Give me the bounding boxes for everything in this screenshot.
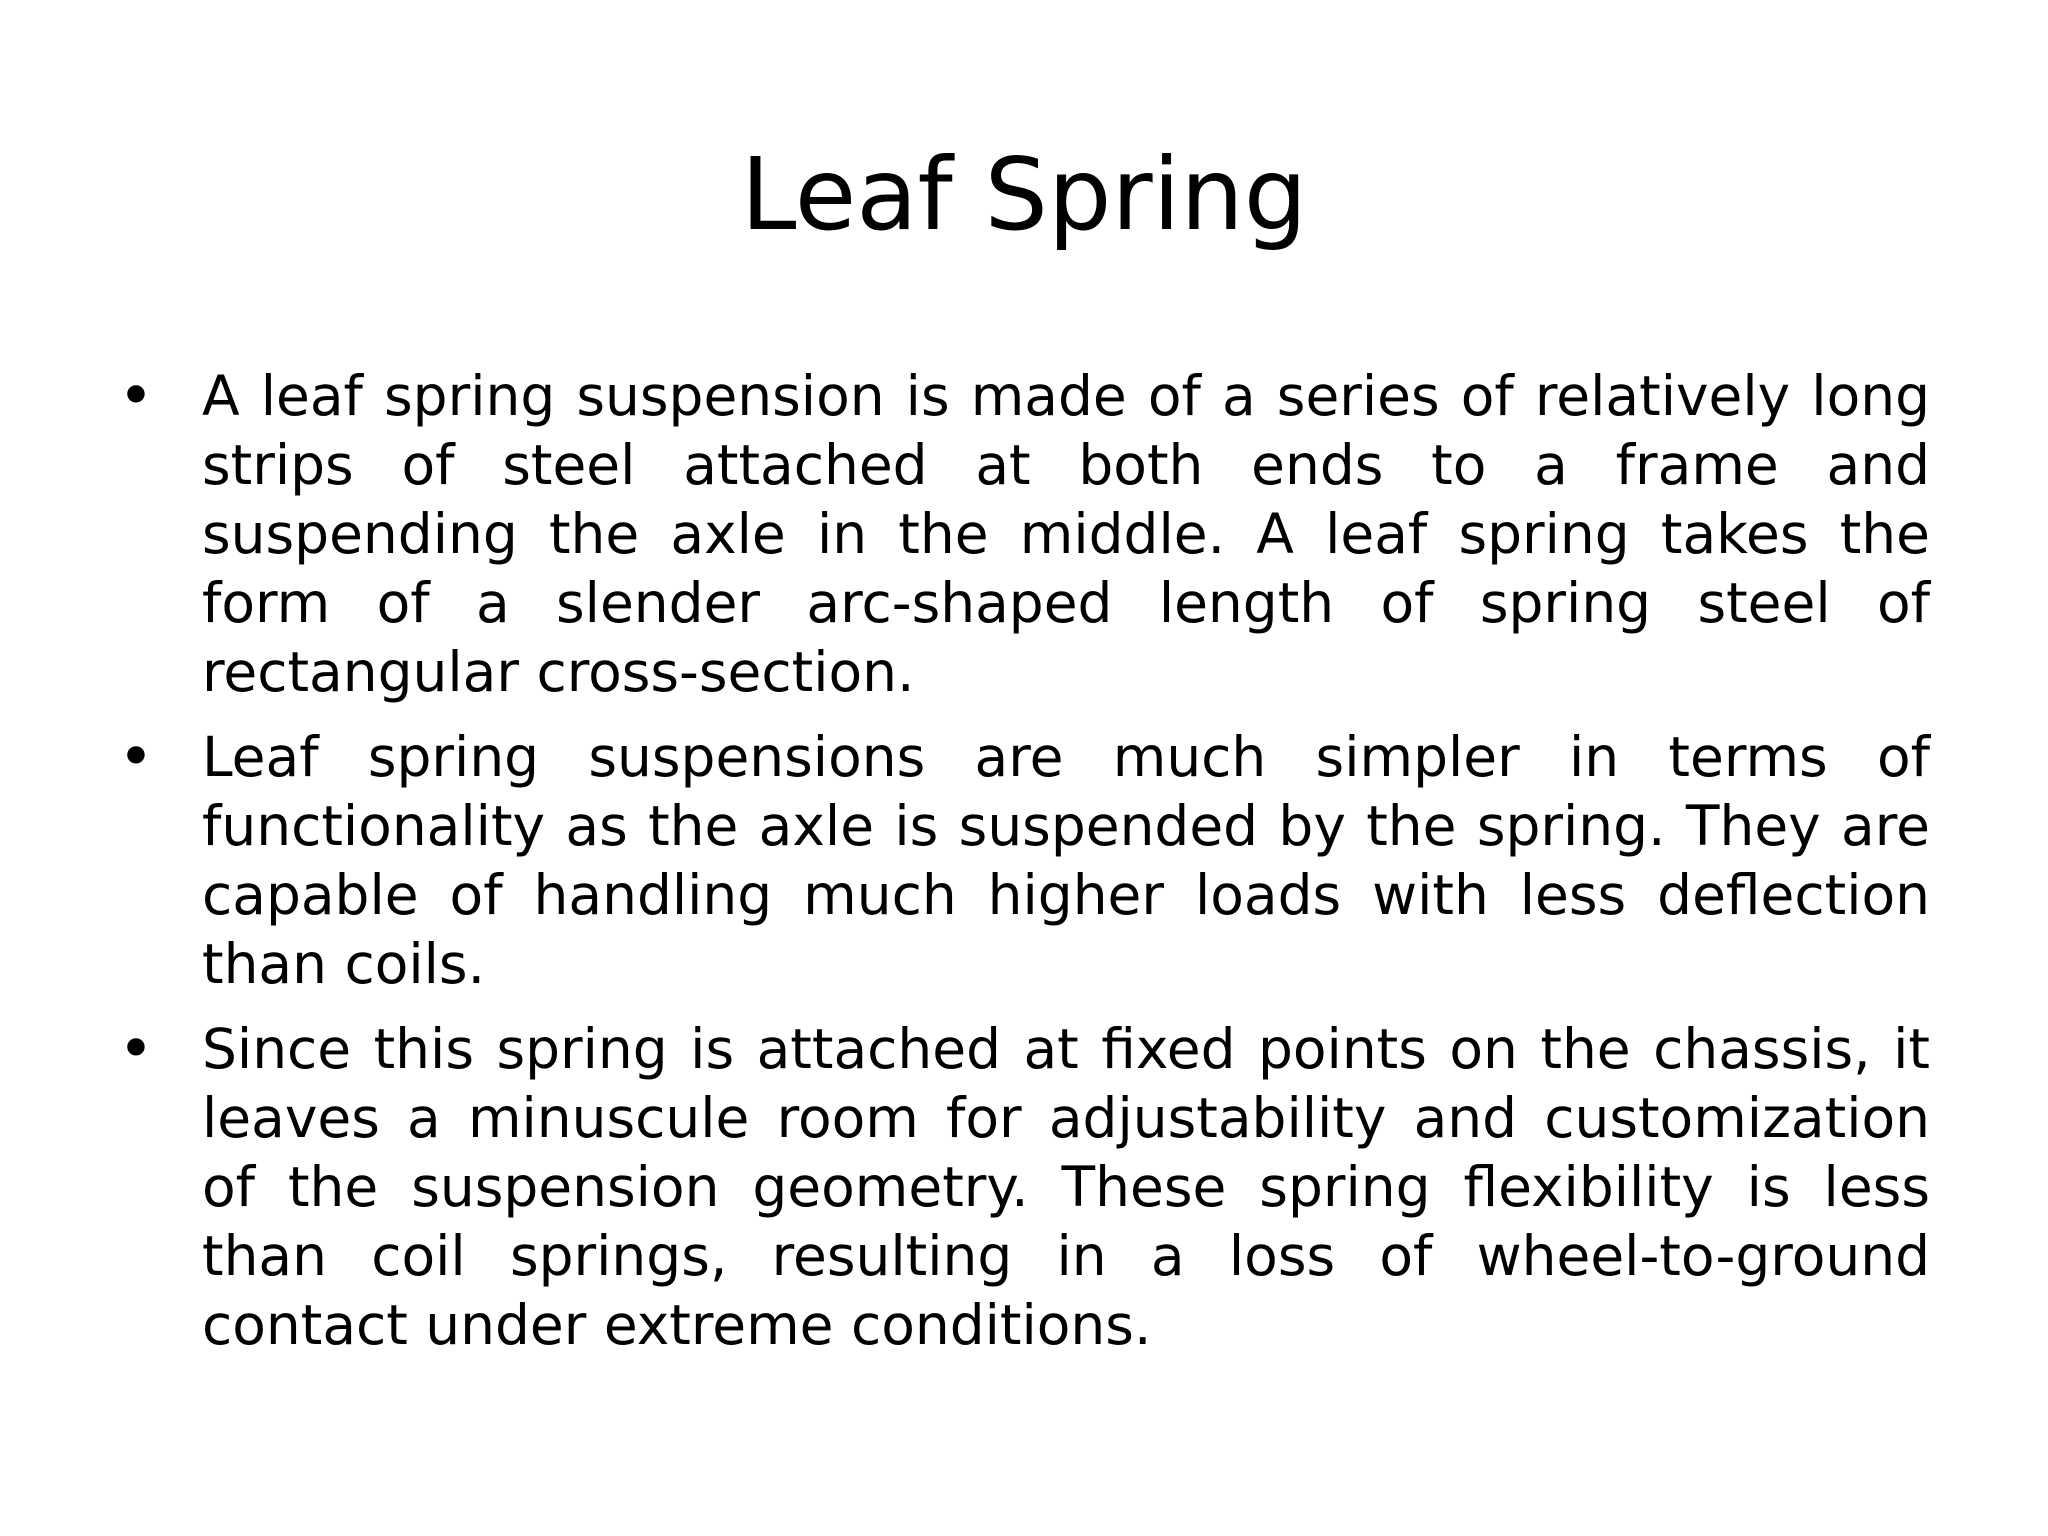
slide-title: Leaf Spring <box>740 136 1308 253</box>
bullet-dot-icon: • <box>118 361 154 431</box>
bullet-text: A leaf spring suspension is made of a series of relatively long strips of steel attached at both ends to a frame and suspending the axle in the middle. A leaf spring takes the form of a slender arc-shaped length of spring steel of rectangular cross-section. <box>202 364 1930 704</box>
bullet-dot-icon: • <box>118 722 154 792</box>
bullet-item <box>116 362 1930 707</box>
bullet-item <box>116 1015 1930 1360</box>
bullet-dot-icon: • <box>118 1014 154 1084</box>
bullet-text: Since this spring is attached at fixed points on the chassis, it leaves a minuscule room for adjustability and customization of the suspension geometry. These spring flexibility is less than coil springs, resulting in a loss of wheel-to-ground contact under extreme conditions. <box>202 1017 1930 1357</box>
bullet-text: Leaf spring suspensions are much simpler in terms of functionality as the axle is suspended by the spring. They are capable of handling much higher loads with less deflection than coils. <box>202 725 1930 996</box>
bullet-item <box>116 723 1930 999</box>
bullet-list <box>116 362 1930 1376</box>
